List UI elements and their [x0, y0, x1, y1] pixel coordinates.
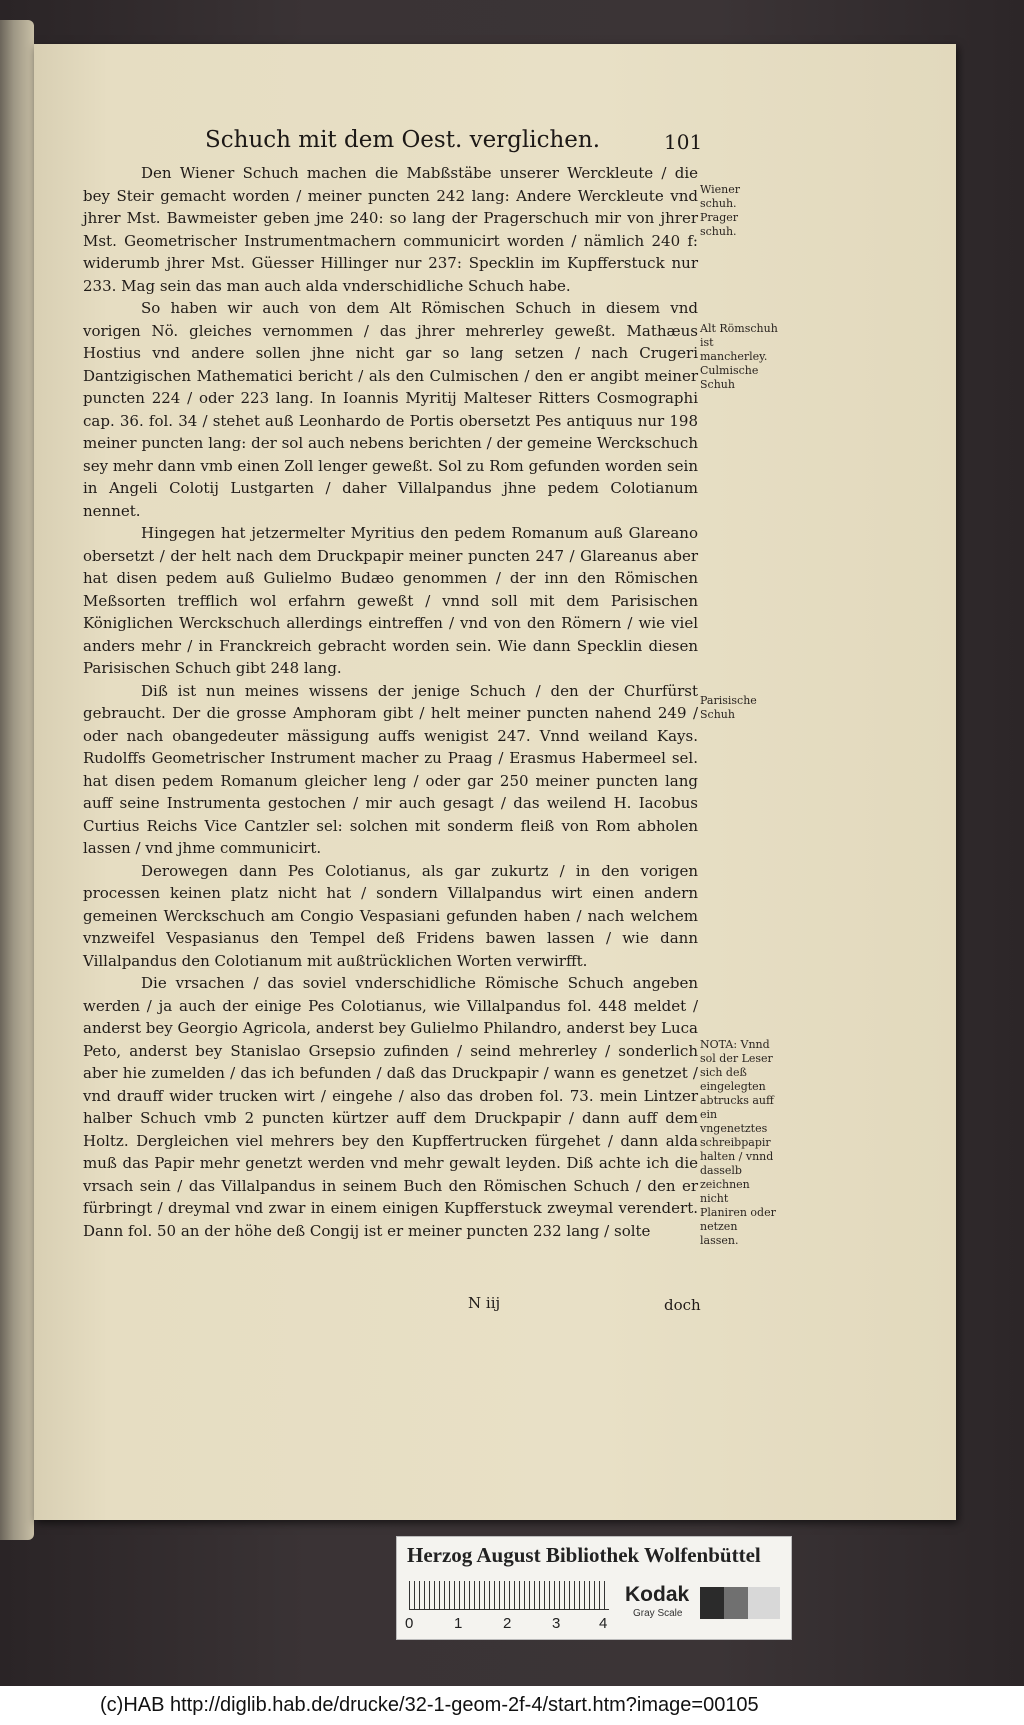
- footer-bar: [0, 1686, 1024, 1725]
- ruler: [409, 1581, 609, 1610]
- ruler-number: 3: [552, 1615, 561, 1632]
- grayscale-label: Gray Scale: [633, 1608, 683, 1619]
- signature-mark: N iij: [468, 1294, 501, 1312]
- color-scale-card: [396, 1536, 792, 1640]
- library-name: Herzog August Bibliothek Wolfenbüttel: [407, 1543, 761, 1567]
- kodak-logo: Kodak: [625, 1583, 690, 1606]
- paragraph: Derowegen dann Pes Colotianus, als gar zukurtz / in den vorigen processen keinen platz nicht hat / sondern Villalpandus wirt einen andern gemeinen Werckschuch am Congio Vespasiani gefunden haben / nach welchem vnzweifel Vespasianus den Tempel deß Fridens bawen lassen / wie dann Villalpandus den Colotianum mit außtrücklichen Worten verwirfft.: [83, 861, 698, 970]
- page-number: 101: [664, 130, 703, 154]
- gray-swatch-dark: [700, 1587, 724, 1619]
- catchword: doch: [664, 1296, 701, 1314]
- gray-swatch-mid: [724, 1587, 748, 1619]
- ruler-number: 1: [454, 1615, 463, 1632]
- paragraph: Diß ist nun meines wissens der jenige Schuch / den der Churfürst gebraucht. Der die grosse Amphoram gibt / helt meiner puncten nahend 249 / oder nach obangedeuter mässigung auffs wenigist 247. Vnnd weiland Kays. Rudolffs Geometrischer Instrument macher zu Praag / Erasmus Habermeel sel. hat disen pedem Romanum gleicher leng / oder gar 250 meiner puncten lang auff seine Instrumenta gestochen / mir auch gesagt / das weilend H. Iacobus Curtius Reichs Vice Cantzler sel: solchen mit sonderm fleiß von Rom abholen lassen / vnd jhme communicirt.: [83, 681, 698, 857]
- paragraph: So haben wir auch von dem Alt Römischen Schuch in diesem vnd vorigen Nö. gleiches vernommen / das jhrer mehrerley geweßt. Mathæus Hostius vnd andere sollen jhne nicht gar so lang setzen / nach Crugeri Dantzigischen Mathematici bericht / als den Culmischen / den er angibt meiner puncten 224 / oder 223 lang. In Ioannis Myritij Malteser Ritters Cosmographi cap. 36. fol. 34 / stehet auß Leonhardo de Portis obersetzt Pes antiquus nur 198 meiner puncten lang: der sol auch nebens berichten / der gemeine Werckschuch sey mehr dann vmb einen Zoll lenger geweßt. Sol zu Rom gefunden worden sein in Angeli Colotij Lustgarten / daher Villalpandus jhne pedem Colotianum nennet.: [83, 299, 698, 520]
- paragraph: Hingegen hat jetzermelter Myritius den pedem Romanum auß Glareano obersetzt / der helt nach dem Druckpapir meiner puncten 247 / Glareanus aber hat disen pedem auß Gulielmo Budæo genommen / der inn den Römischen Meßsorten trefflich wol erfahrn geweßt / vnnd soll mit dem Parisischen Königlichen Werckschuch allerdings eintreffen / vnd von den Römern / wie viel anders mehr / in Franckreich gebracht worden sein. Wie dann Specklin diesen Parisischen Schuch gibt 248 lang.: [83, 524, 698, 677]
- main-text: [83, 162, 698, 1242]
- footer-credit: (c)HAB http://diglib.hab.de/drucke/32-1-geom-2f-4/start.htm?image=00105: [100, 1694, 759, 1716]
- margin-note: NOTA: Vnnd sol der Leser sich deß eingelegten abtrucks auff ein vngenetztes schreibpapir halten / vnnd dasselb zeichnen nicht Planiren oder netzen lassen.: [700, 1038, 776, 1247]
- margin-note: Wiener schuh. Prager schuh.: [700, 183, 740, 238]
- margin-note: Alt Römschuh ist mancherley. Culmische Schuh: [700, 322, 778, 391]
- margin-note: Parisische Schuh: [700, 694, 757, 721]
- paragraph: Die vrsachen / das soviel vnderschidliche Römische Schuch angeben werden / ja auch der einige Pes Colotianus, wie Villalpandus fol. 448 meldet / anderst bey Georgio Agricola, anderst bey Gulielmo Philandro, anderst bey Luca Peto, anderst bey Stanislao Grsepsio zufinden / seind mehrerley / sonderlich aber hie zumelden / das ich befunden / daß das Druckpapir / wann es genetzet / vnd drauff wider trucken wirt / eingehe / also das droben fol. 73. mein Lintzer halber Schuch vmb 2 puncten kürtzer auff dem Druckpapir / dann auff dem Holtz. Dergleichen viel mehrers bey den Kupffertrucken fürgehet / dann alda muß das Papir mehr genetzt werden vnd mehr gewalt leyden. Diß achte ich die vrsach sein / das Villalpandus in seinem Buch den Römischen Schuch / den er fürbringt / dreymal vnd zwar in einem einigen Kupfferstuck zweymal verendert. Dann fol. 50 an der höhe deß Congij ist er meiner puncten 232 lang / solte: [83, 974, 698, 1240]
- paragraph: Den Wiener Schuch machen die Mabßstäbe unserer Werckleute / die bey Steir gemacht worden / meiner puncten 242 lang: Andere Werckleute vnd jhrer Mst. Bawmeister geben jme 240: so lang der Pragerschuch mir von jhrer Mst. Geometrischer Instrumentmachern communicirt worden / nämlich 240 f: widerumb jhrer Mst. Güesser Hillinger nur 237: Specklin im Kupfferstuck nur 233. Mag sein das man auch alda vnderschidliche Schuch habe.: [83, 164, 698, 295]
- ruler-number: 0: [405, 1615, 414, 1632]
- ruler-number: 2: [503, 1615, 512, 1632]
- ruler-number: 4: [599, 1615, 608, 1632]
- running-head: Schuch mit dem Oest. verglichen.: [205, 127, 601, 153]
- gray-swatch-light: [748, 1587, 780, 1619]
- previous-page-edge: [0, 20, 34, 1540]
